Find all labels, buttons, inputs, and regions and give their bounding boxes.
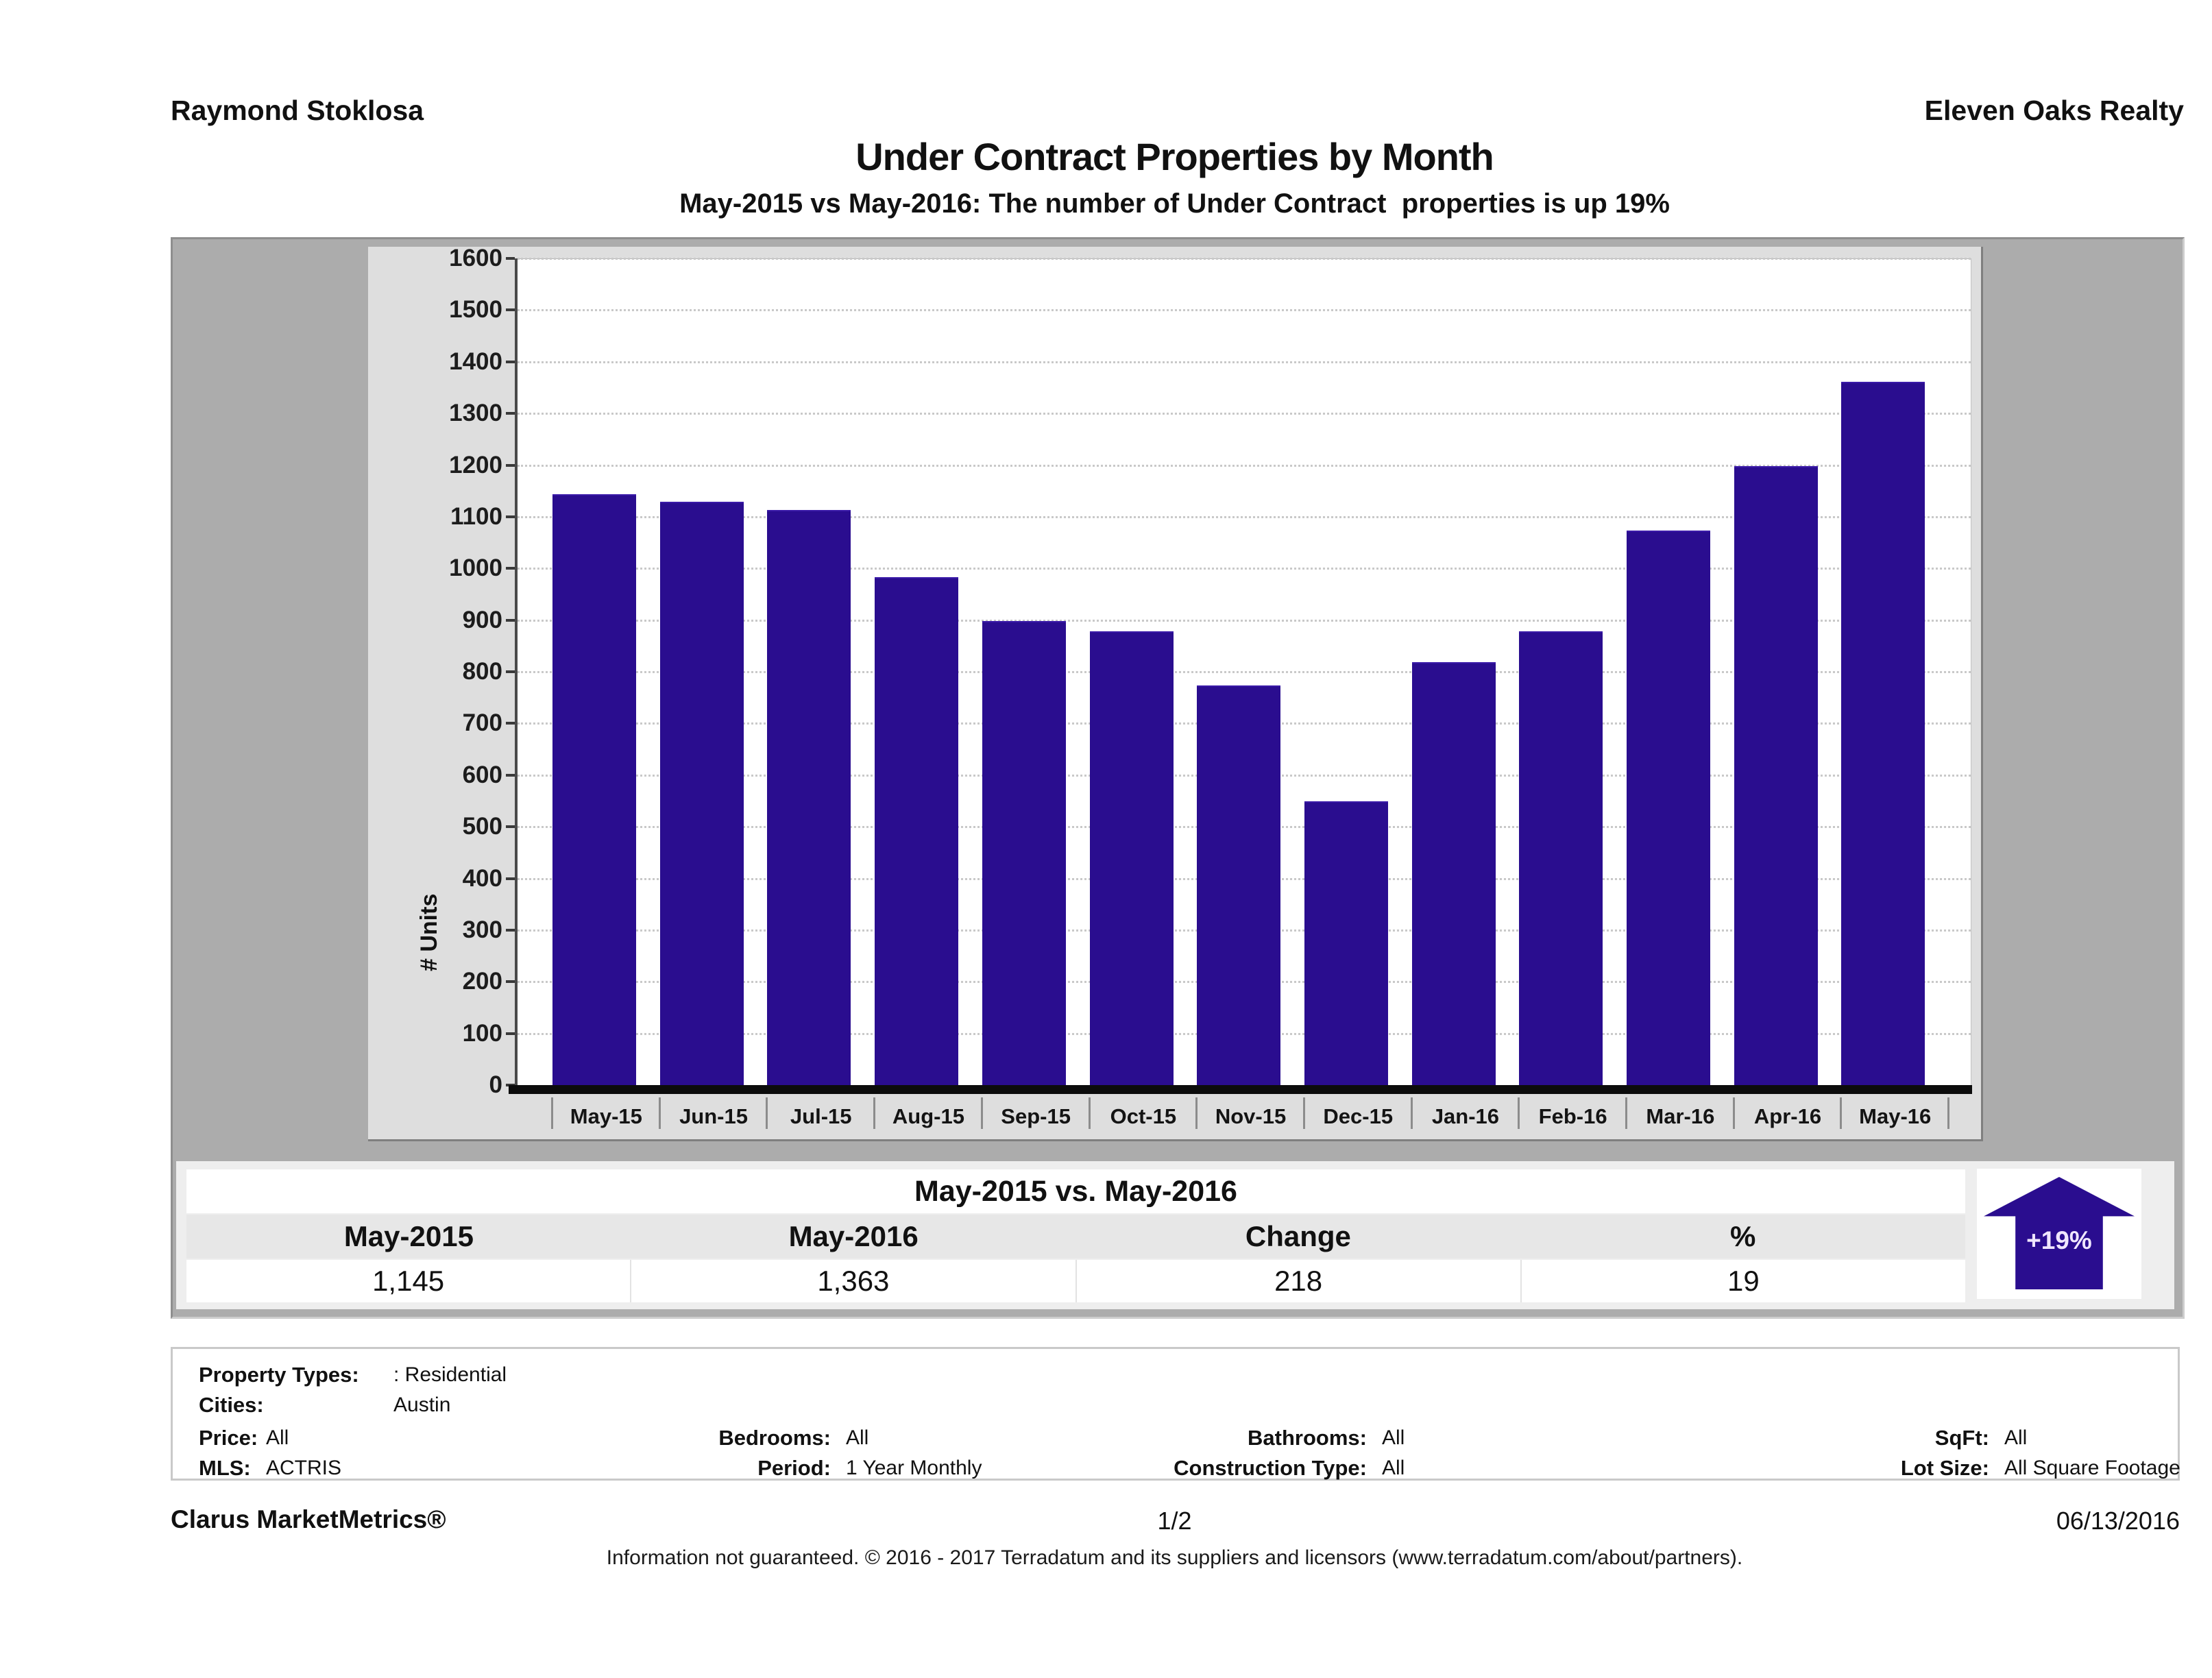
x-tick-label-May-16: May-16: [1859, 1104, 1932, 1128]
y-tick-mark: [506, 464, 515, 467]
x-tick-label-Apr-16: Apr-16: [1753, 1104, 1822, 1128]
y-tick-mark: [506, 515, 515, 518]
value-may-2016: 1,363: [630, 1260, 1075, 1302]
price-label: Price:: [199, 1426, 258, 1450]
value-percent: 19: [1520, 1260, 1965, 1302]
x-tick-label-Aug-15: Aug-15: [892, 1104, 964, 1128]
bar-Jul-15: [767, 510, 851, 1086]
x-tick-separator: [1303, 1097, 1305, 1129]
agent-name: Raymond Stoklosa: [171, 95, 424, 126]
x-tick-label-Jan-16: Jan-16: [1431, 1104, 1500, 1128]
x-tick-separator: [659, 1097, 661, 1129]
y-tick-mark: [506, 619, 515, 622]
plot-area: [518, 258, 1971, 1086]
comparison-data-row: [186, 1260, 1965, 1302]
filters-box: [171, 1347, 2180, 1481]
y-tick-mark: [506, 980, 515, 983]
x-tick-label-Mar-16: Mar-16: [1646, 1104, 1715, 1128]
y-tick-label-600: 600: [462, 761, 502, 788]
y-tick-label-800: 800: [462, 658, 502, 685]
x-tick-label-Oct-15: Oct-15: [1110, 1104, 1177, 1128]
y-tick-label-1600: 1600: [449, 245, 502, 271]
column-header: %: [1729, 1220, 1756, 1252]
bar-Apr-16: [1734, 466, 1818, 1086]
x-axis-line: [509, 1085, 1972, 1094]
column-header: Change: [1245, 1220, 1351, 1252]
property-types-value: : Residential: [393, 1363, 507, 1386]
y-tick-label-200: 200: [462, 968, 502, 995]
x-tick-label-Jun-15: Jun-15: [679, 1104, 748, 1128]
value-change: 218: [1075, 1260, 1520, 1302]
x-tick-label-Sep-15: Sep-15: [1001, 1104, 1071, 1128]
y-tick-mark: [506, 412, 515, 415]
x-tick-separator: [1195, 1097, 1198, 1129]
y-tick-label-0: 0: [489, 1071, 502, 1098]
y-tick-mark: [506, 670, 515, 673]
bar-Jun-15: [660, 502, 744, 1086]
x-tick-separator: [1411, 1097, 1413, 1129]
bar-May-16: [1841, 382, 1925, 1086]
column-header: May-2015: [343, 1220, 474, 1252]
x-tick-label-Nov-15: Nov-15: [1215, 1104, 1287, 1128]
page-title: Under Contract Properties by Month: [855, 135, 1494, 178]
y-tick-label-500: 500: [462, 813, 502, 840]
mls-label: MLS:: [199, 1456, 251, 1480]
x-tick-separator: [766, 1097, 768, 1129]
footer-date: 06/13/2016: [2056, 1507, 2180, 1535]
x-tick-label-Feb-16: Feb-16: [1538, 1104, 1607, 1128]
company-name: Eleven Oaks Realty: [1924, 95, 2184, 126]
x-tick-separator: [981, 1097, 983, 1129]
bar-Feb-16: [1519, 631, 1603, 1086]
comparison-title: May-2015 vs. May-2016: [914, 1174, 1237, 1208]
y-tick-label-1100: 1100: [450, 502, 502, 530]
bar-Nov-15: [1197, 685, 1280, 1086]
construction-type-label: Construction Type:: [1174, 1456, 1367, 1480]
x-tick-separator: [1518, 1097, 1520, 1129]
y-tick-label-1200: 1200: [449, 451, 502, 478]
y-tick-mark: [506, 825, 515, 828]
period-value: 1 Year Monthly: [846, 1457, 982, 1479]
x-tick-separator: [1089, 1097, 1091, 1129]
y-tick-label-100: 100: [462, 1019, 502, 1047]
y-tick-mark: [506, 877, 515, 880]
column-header: May-2016: [788, 1220, 919, 1252]
y-tick-mark: [506, 774, 515, 777]
footer-product: Clarus MarketMetrics®: [171, 1505, 446, 1533]
y-tick-mark: [506, 929, 515, 932]
period-label: Period:: [757, 1456, 831, 1480]
bedrooms-label: Bedrooms:: [718, 1426, 831, 1450]
y-tick-label-400: 400: [462, 864, 502, 892]
property-types-label: Property Types:: [199, 1363, 359, 1387]
sqft-label: SqFt:: [1934, 1426, 1989, 1450]
x-tick-separator: [873, 1097, 875, 1129]
footer-page-number: 1/2: [1157, 1507, 1192, 1535]
y-tick-label-1500: 1500: [449, 296, 502, 324]
mls-value: ACTRIS: [266, 1457, 342, 1479]
cities-value: Austin: [393, 1394, 451, 1416]
bar-Jan-16: [1412, 662, 1496, 1086]
x-tick-separator: [1625, 1097, 1627, 1129]
bathrooms-label: Bathrooms:: [1248, 1426, 1367, 1450]
bar-Dec-15: [1304, 801, 1388, 1086]
sqft-value: All: [2004, 1426, 2028, 1449]
y-tick-mark: [506, 567, 515, 570]
lot-size-value: All Square Footage: [2004, 1457, 2180, 1479]
page-subtitle: May-2015 vs May-2016: The number of Under Contract properties is up 19%: [679, 189, 1670, 219]
bar-Oct-15: [1090, 631, 1174, 1086]
title-block: [137, 134, 2212, 219]
comparison-title-bar: [186, 1169, 1965, 1213]
x-tick-label-May-15: May-15: [570, 1104, 642, 1128]
x-tick-separator: [551, 1097, 553, 1129]
trend-badge-label: +19%: [2026, 1226, 2092, 1254]
chart-box: [368, 247, 1983, 1141]
lot-size-label: Lot Size:: [1900, 1456, 1989, 1480]
bar-Sep-15: [982, 621, 1066, 1086]
y-tick-label-900: 900: [462, 606, 502, 633]
y-tick-mark: [506, 1032, 515, 1035]
y-tick-mark: [506, 722, 515, 725]
bars: [518, 259, 1971, 1086]
bathrooms-value: All: [1382, 1426, 1405, 1449]
x-tick-label-Jul-15: Jul-15: [790, 1104, 852, 1128]
x-tick-separator: [1733, 1097, 1735, 1129]
bar-May-15: [552, 494, 636, 1086]
bar-Mar-16: [1627, 531, 1710, 1086]
y-axis-title: # Units: [416, 893, 442, 971]
bedrooms-value: All: [846, 1426, 869, 1449]
y-tick-mark: [506, 361, 515, 363]
y-tick-label-1400: 1400: [449, 348, 502, 375]
value-may-2015: 1,145: [372, 1265, 445, 1297]
price-value: All: [266, 1426, 289, 1449]
construction-type-value: All: [1382, 1457, 1405, 1479]
y-tick-label-300: 300: [462, 916, 502, 943]
y-tick-label-700: 700: [462, 709, 502, 737]
x-tick-separator: [1947, 1097, 1949, 1129]
x-tick-label-Dec-15: Dec-15: [1323, 1104, 1394, 1128]
y-tick-label-1000: 1000: [449, 555, 502, 582]
x-tick-separator: [1840, 1097, 1842, 1129]
y-tick-mark: [506, 308, 515, 311]
bar-Aug-15: [875, 577, 958, 1086]
y-tick-mark: [506, 257, 515, 260]
cities-label: Cities:: [199, 1393, 264, 1417]
x-axis-labels: [518, 1097, 1971, 1134]
trend-badge: [1977, 1169, 2141, 1299]
y-tick-label-1300: 1300: [449, 400, 502, 427]
footer-disclaimer: Information not guaranteed. © 2016 - 2017 Terradatum and its suppliers and licensors (www.terradatum.com/about/partners).: [606, 1546, 1743, 1569]
comparison-header-row: [186, 1215, 1965, 1258]
